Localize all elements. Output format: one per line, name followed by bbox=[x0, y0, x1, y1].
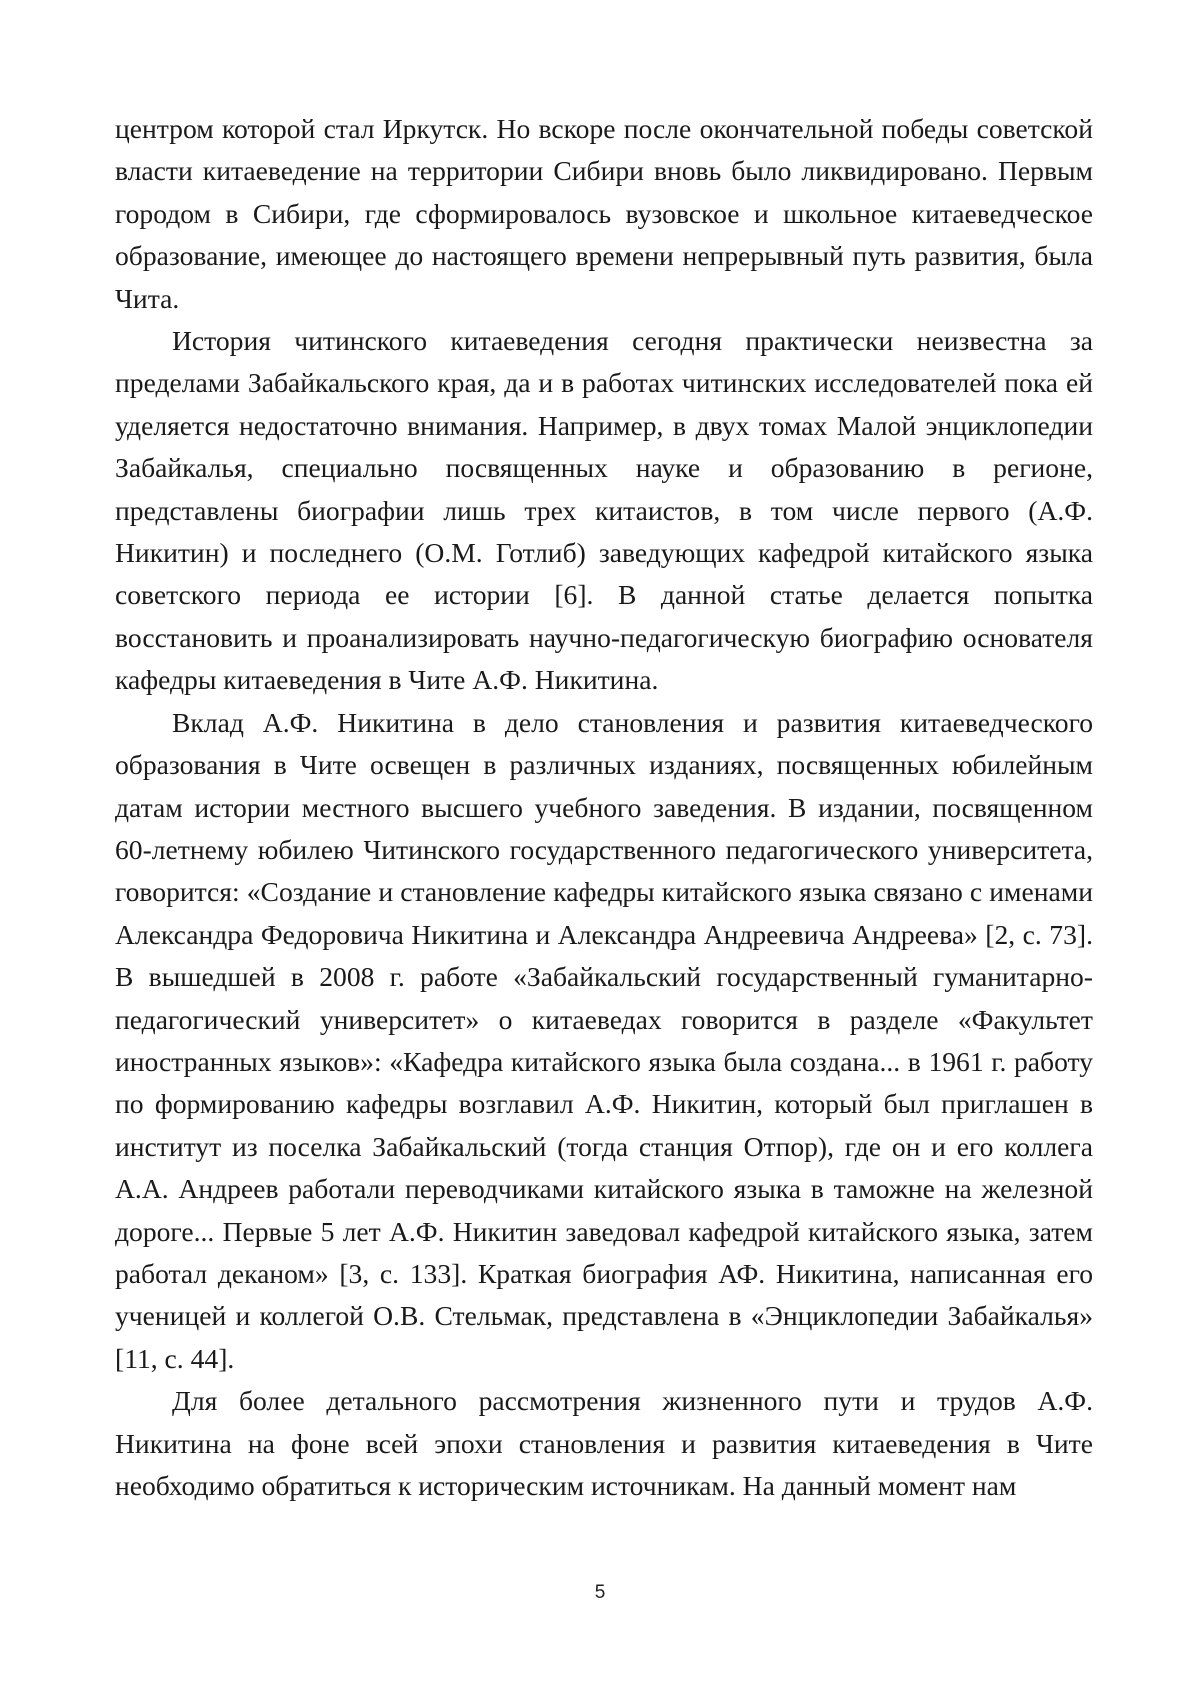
paragraph-1: центром которой стал Иркутск. Но вскоре после окончательной победы советской власти китаеведение на территории Сибири вновь было ликвидировано. Первым городом в Сибири, где сформировалось вузовское и школьное китаеведческое образование, имеющее до настоящего времени непрерывный путь развития, была Чита. bbox=[115, 113, 1093, 314]
paragraph-4: Для более детального рассмотрения жизненного пути и трудов А.Ф. Никитина на фоне всей эпохи становления и развития китаеведения в Чите необходимо обратиться к историческим источникам. На данный момент нам bbox=[115, 1385, 1093, 1501]
page-body bbox=[115, 108, 1093, 1507]
paragraph-2: История читинского китаеведения сегодня практически неизвестна за пределами Забайкальского края, да и в работах читинских исследователей пока ей уделяется недостаточно внимания. Например, в двух томах Малой энциклопедии Забайкалья, специально посвященных науке и образованию в регионе, представлены биографии лишь трех китаистов, в том числе первого (А.Ф. Никитин) и последнего (О.М. Готлиб) заведующих кафедрой китайского языка советского периода ее истории [6]. В данной статье делается попытка восстановить и проанализировать научно-педагогическую биографию основателя кафедры китаеведения в Чите А.Ф. Никитина. bbox=[115, 325, 1093, 696]
paragraph-3: Вклад А.Ф. Никитина в дело становления и развития китаеведческого образования в Чите освещен в различных изданиях, посвященных юбилейным датам истории местного высшего учебного заведения. В издании, посвященном 60-летнему юбилею Читинского государственного педагогического университета, говорится: «Создание и становление кафедры китайского языка связано с именами Александра Федоровича Никитина и Александра Андреевича Андреева» [2, с. 73]. В вышедшей в 2008 г. работе «Забайкальский государственный гуманитарно-педагогический университет» о китаеведах говорится в разделе «Факультет иностранных языков»: «Кафедра китайского языка была создана... в 1961 г. работу по формированию кафедры возглавил А.Ф. Никитин, который был приглашен в институт из поселка Забайкальский (тогда станция Отпор), где он и его коллега А.А. Андреев работали переводчиками китайского языка в таможне на железной дороге... Первые 5 лет А.Ф. Никитин заведовал кафедрой китайского языка, затем работал деканом» [3, с. 133]. Краткая биография АФ. Никитина, написанная его ученицей и коллегой О.В. Стельмак, представлена в «Энциклопедии Забайкалья» [11, с. 44]. bbox=[115, 706, 1093, 1374]
page-number: 5 bbox=[594, 1582, 606, 1603]
